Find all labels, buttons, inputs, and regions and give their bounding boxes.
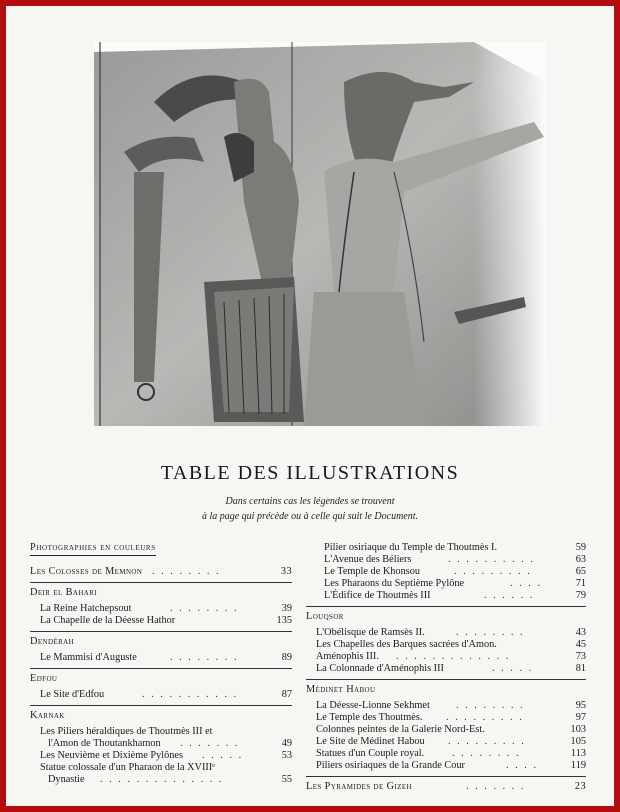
toc-entry: Aménophis III. . . . . . . . . . . . . . 73 (316, 651, 586, 662)
document-page (6, 6, 614, 806)
section-title: Edfou (30, 673, 58, 684)
toc-entry: Le Temple de Khonsou . . . . . . . . . 65 (324, 566, 586, 577)
toc-entry: La Chapelle de la Déesse Hathor 135 (40, 615, 292, 626)
toc-entry: Pilier osiriaque du Temple de Thoutmès I. 59 (324, 542, 586, 553)
egyptian-relief-image (94, 42, 546, 426)
section-title: Deir el Bahari (30, 587, 98, 598)
toc-entry: La Colonnade d'Aménophis III . . . . . 81 (316, 663, 586, 674)
subtitle-line-1: Dans certains cas les légendes se trouvent (225, 496, 395, 507)
divider (30, 582, 292, 583)
subtitle-line-2: à la page qui précède ou à celle qui suit le Document. (201, 511, 419, 522)
page-number: 23 (574, 781, 586, 792)
divider (30, 631, 292, 632)
toc-entry: Colonnes peintes de la Galerie Nord-Est. 103 (316, 724, 586, 735)
relief-photograph (94, 42, 546, 426)
toc-entry: L'Obélisque de Ramsès II. . . . . . . . . 43 (316, 627, 586, 638)
toc-entry: La Déesse-Lionne Sekhmet . . . . . . . . 95 (316, 700, 586, 711)
toc-entry: Les Neuvième et Dixième Pylônes . . . . . 53 (40, 750, 292, 761)
leader-dots: . . . . . . . (466, 781, 526, 792)
toc-entry: Le Site de Médinet Habou . . . . . . . . . 105 (316, 736, 586, 747)
section-title: Dendérah (30, 636, 75, 647)
toc-section (306, 684, 586, 696)
divider (306, 679, 586, 680)
karnak-continued (306, 542, 586, 602)
toc-entry: La Reine Hatchepsout . . . . . . . . 39 (40, 603, 292, 614)
toc-entry: Dynastie . . . . . . . . . . . . . . 55 (48, 774, 292, 785)
toc-entry: Les Chapelles des Barques sacrées d'Amon. 45 (316, 639, 586, 650)
toc-entry: Statue colossale d'un Pharaon de la XVIIIᵉ (40, 762, 215, 773)
toc-section (30, 566, 292, 578)
toc-section (30, 673, 292, 685)
section-title: Louqsor (306, 611, 344, 622)
section-title: Les Colosses de Memnon (30, 566, 143, 577)
page-title: TABLE DES ILLUSTRATIONS (160, 462, 460, 484)
toc-right-column (306, 542, 586, 793)
toc-entry: Le Temple des Thoutmès. . . . . . . . . . 97 (316, 712, 586, 723)
toc-section (30, 587, 292, 599)
colour-photos-heading: Photographies en couleurs (30, 542, 156, 556)
divider (306, 776, 586, 777)
divider (30, 705, 292, 706)
toc-entry: Le Site d'Edfou . . . . . . . . . . . 87 (40, 689, 292, 700)
section-title: Karnak (30, 710, 65, 721)
toc-entry: Les Pharaons du Septième Pylône . . . . 71 (324, 578, 586, 589)
leader-dots: . . . . . . . . (152, 566, 221, 577)
divider (306, 606, 586, 607)
page-number: 33 (280, 566, 292, 577)
section-title: Médinet Habou (306, 684, 376, 695)
divider (30, 668, 292, 669)
toc-left-column (30, 542, 292, 786)
toc-entry: Statues d'un Couple royal. . . . . . . . . 113 (316, 748, 586, 759)
toc-entry: Piliers osiriaques de la Grande Cour . . . . 119 (316, 760, 586, 771)
toc-section (30, 710, 292, 722)
toc-section (30, 636, 292, 648)
toc-entry: l'Amon de Thoutankhamon . . . . . . . 49 (48, 738, 292, 749)
toc-section (306, 611, 586, 623)
toc-section (306, 781, 586, 793)
toc-entry: Le Mammisi d'Auguste . . . . . . . . 89 (40, 652, 292, 663)
toc-entry: L'Avenue des Béliers . . . . . . . . . . 63 (324, 554, 586, 565)
section-title: Les Pyramides de Gizeh (306, 781, 412, 792)
toc-entry: L'Édifice de Thoutmès III . . . . . . 79 (324, 590, 586, 601)
toc-entry: Les Piliers héraldiques de Thoutmès III et (40, 726, 213, 737)
